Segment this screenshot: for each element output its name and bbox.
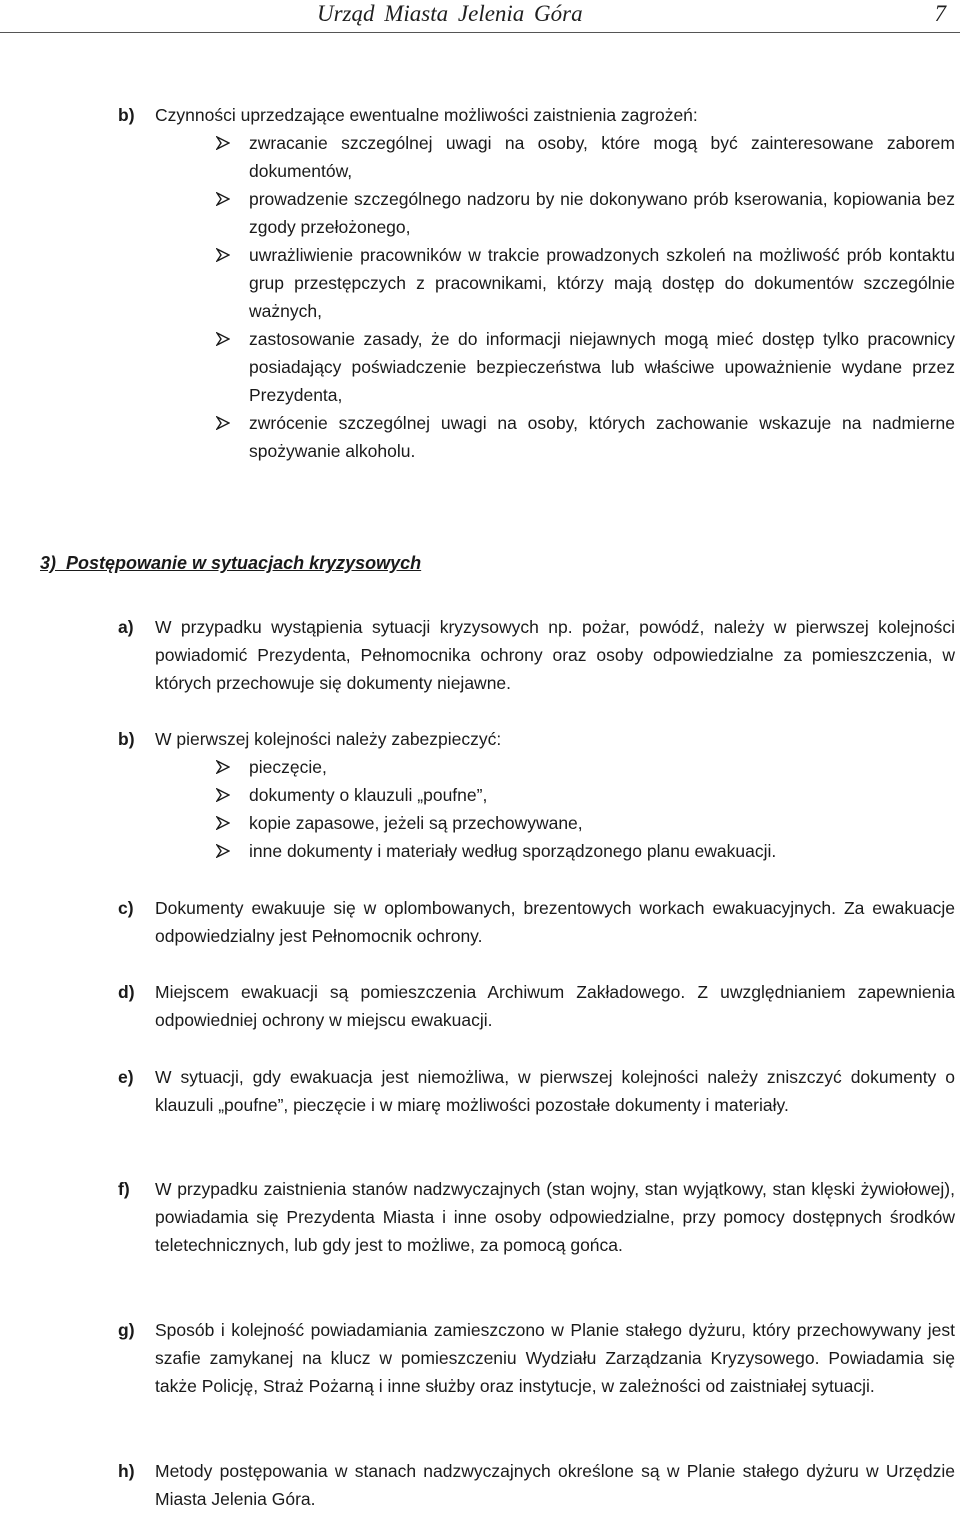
paragraph-a: W przypadku wystąpienia sytuacji kryzysowych np. pożar, powódź, należy w pierwszej kolejności powiadomić Prezydenta, Pełnomocnika ochrony oraz osoby odpowiedzialne za pomieszczenia, w których przechowuje się dokumenty niejawne. [155, 617, 955, 693]
list-item: uwrażliwienie pracowników w trakcie prowadzonych szkoleń na możliwość prób kontaktu grup przestępczych z pracownikami, którzy mają dostęp do dokumentów szczególnie ważnych, [249, 245, 955, 321]
item-label: d) [118, 982, 135, 1002]
arrowhead-bullet-icon [216, 136, 230, 150]
item-label: f) [118, 1179, 130, 1199]
page-number: 7 [934, 1, 946, 26]
paragraph-h: Metody postępowania w stanach nadzwyczajnych określone są w Planie stałego dyżuru w Urzędzie Miasta Jelenia Góra. [155, 1461, 955, 1509]
paragraph-c: Dokumenty ewakuuje się w oplombowanych, brezentowych workach ewakuacyjnych. Za ewakuacje odpowiedzialny jest Pełnomocnik ochrony. [155, 898, 955, 946]
arrowhead-bullet-icon [216, 788, 230, 802]
list-item: prowadzenie szczególnego nadzoru by nie dokonywano prób kserowania, kopiowania bez zgody przełożonego, [249, 189, 955, 237]
arrowhead-bullet-icon [216, 248, 230, 262]
list-item: kopie zapasowe, jeżeli są przechowywane, [249, 813, 583, 833]
list-item: zwrócenie szczególnej uwagi na osoby, których zachowanie wskazuje na nadmierne spożywanie alkoholu. [249, 413, 955, 461]
list-item: inne dokumenty i materiały według sporządzonego planu ewakuacji. [249, 841, 777, 861]
paragraph-g: Sposób i kolejność powiadamiania zamieszczono w Planie stałego dyżuru, który przechowywany jest szafie zamykanej na klucz w pomieszczeniu Wydziału Zarządzania Kryzysowego. Powiadamia się także Policję, Straż Pożarną i inne służby oraz instytucje, w zależności od zaistniałej sytuacji. [155, 1320, 955, 1396]
item-label: a) [118, 617, 134, 637]
item-label: e) [118, 1067, 134, 1087]
paragraph-f: W przypadku zaistnienia stanów nadzwyczajnych (stan wojny, stan wyjątkowy, stan klęski żywiołowej), powiadamia się Prezydenta Miasta i inne osoby odpowiedzialne, przy pomocy dostępnych środków teletechnicznych, lub gdy jest to możliwe, za pomocą gońca. [155, 1179, 955, 1255]
header-title: Urząd Miasta Jelenia Góra [317, 1, 583, 26]
arrowhead-bullet-icon [216, 332, 230, 346]
page-header [0, 0, 960, 33]
arrowhead-bullet-icon [216, 816, 230, 830]
item-label: g) [118, 1320, 135, 1340]
list-item: dokumenty o klauzuli „poufne”, [249, 785, 488, 805]
item-intro: Czynności uprzedzające ewentualne możliwości zaistnienia zagrożeń: [155, 105, 698, 125]
arrowhead-bullet-icon [216, 760, 230, 774]
list-item: zastosowanie zasady, że do informacji niejawnych mogą mieć dostęp tylko pracownicy posiadający poświadczenie bezpieczeństwa lub właściwe upoważnienie wydane przez Prezydenta, [249, 329, 955, 405]
item-label: b) [118, 105, 135, 125]
list-item: zwracanie szczególnej uwagi na osoby, które mogą być zainteresowane zaborem dokumentów, [249, 133, 955, 181]
item-intro: W pierwszej kolejności należy zabezpieczyć: [155, 729, 502, 749]
arrowhead-bullet-icon [216, 416, 230, 430]
paragraph-e: W sytuacji, gdy ewakuacja jest niemożliwa, w pierwszej kolejności należy zniszczyć dokumenty o klauzuli „poufne”, pieczęcie i w miarę możliwości pozostałe dokumenty i materiały. [155, 1067, 955, 1115]
paragraph-d: Miejscem ewakuacji są pomieszczenia Archiwum Zakładowego. Z uwzględnianiem zapewnienia odpowiedniej ochrony w miejscu ewakuacji. [155, 982, 955, 1030]
item-label: b) [118, 729, 135, 749]
list-item: pieczęcie, [249, 757, 327, 777]
arrowhead-bullet-icon [216, 192, 230, 206]
item-label: c) [118, 898, 134, 918]
item-label: h) [118, 1461, 135, 1481]
section-heading: 3) Postępowanie w sytuacjach kryzysowych [40, 553, 422, 573]
arrowhead-bullet-icon [216, 844, 230, 858]
